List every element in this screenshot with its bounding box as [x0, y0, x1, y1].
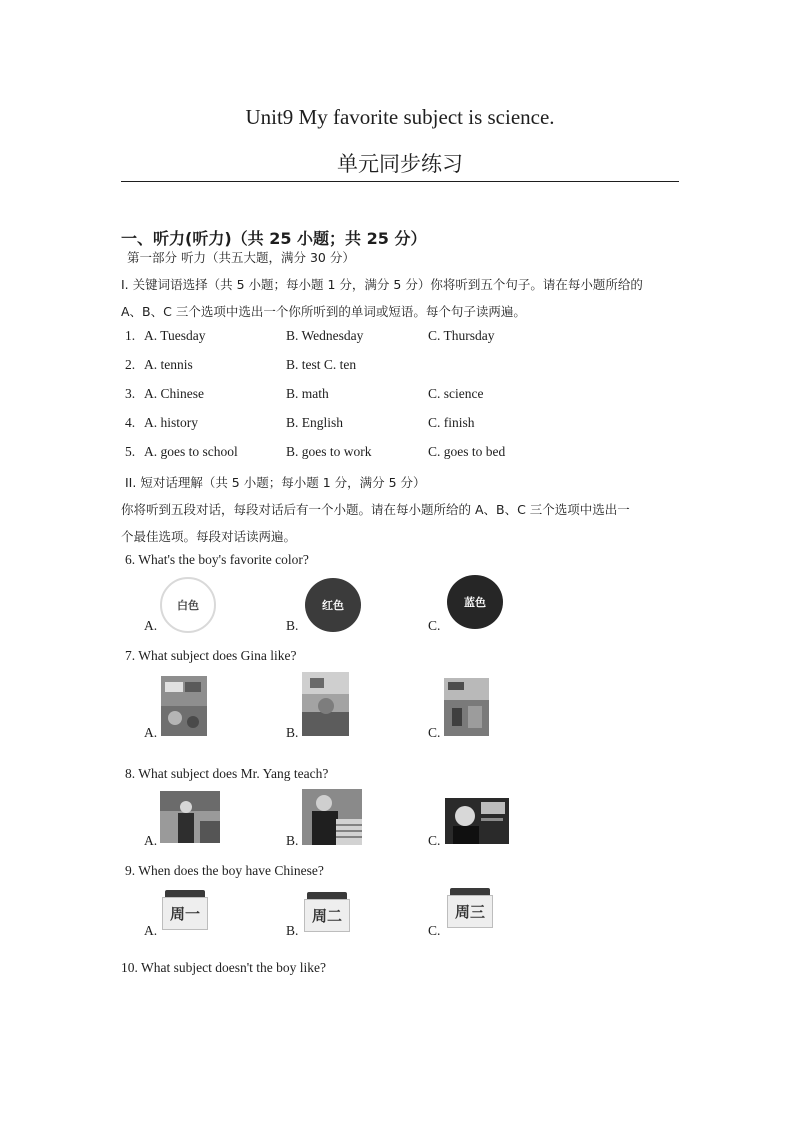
calendar-icon [447, 888, 493, 930]
part2-instruction-line2: 个最佳选项。每段对话读两遍。 [121, 529, 297, 544]
item-number: 3. [125, 386, 136, 401]
option-b: B. test C. ten [286, 357, 357, 372]
option-c: C. finish [428, 415, 475, 430]
section-heading: 一、听力(听力)（共 25 小题；共 25 分） [121, 229, 427, 248]
option-a: A. goes to school [144, 444, 238, 459]
white-color-circle-image: 白色 [160, 577, 216, 633]
textbook-cover-image [161, 676, 207, 736]
teacher-photo-image [445, 798, 509, 844]
item-number: 4. [125, 415, 136, 430]
question-8: 8. What subject does Mr. Yang teach? [125, 766, 329, 781]
item-number: 1. [125, 328, 136, 343]
option-b-label: B. [286, 725, 299, 740]
part1-instruction-line1: I. 关键词语选择（共 5 小题；每小题 1 分，满分 5 分）你将听到五个句子。请在每小题所给的 [121, 277, 643, 292]
calendar-icon [162, 890, 208, 932]
part2-heading: II. 短对话理解（共 5 小题；每小题 1 分，满分 5 分） [125, 475, 426, 490]
question-9: 9. When does the boy have Chinese? [125, 863, 324, 878]
textbook-cover-image [444, 678, 489, 736]
calendar-day-label: 周一 [162, 897, 208, 930]
option-a: A. tennis [144, 357, 193, 372]
option-b: B. math [286, 386, 329, 401]
part1-instruction-line2: A、B、C 三个选项中选出一个你所听到的单词或短语。每个句子读两遍。 [121, 304, 526, 319]
item-number: 2. [125, 357, 136, 372]
calendar-day-label: 周三 [447, 895, 493, 928]
page-subtitle: 单元同步练习 [337, 152, 463, 176]
part-line: 第一部分 听力（共五大题，满分 30 分） [127, 250, 355, 265]
title-divider [121, 181, 679, 182]
option-a: A. history [144, 415, 198, 430]
teacher-photo-image [302, 789, 362, 845]
page-title: Unit9 My favorite subject is science. [245, 105, 555, 129]
option-a-label: A. [144, 618, 158, 633]
red-color-circle-image: 红色 [305, 578, 361, 632]
calendar-day-label: 周二 [304, 899, 350, 932]
option-b: B. English [286, 415, 344, 430]
option-a-label: A. [144, 833, 158, 848]
item-number: 5. [125, 444, 136, 459]
question-7: 7. What subject does Gina like? [125, 648, 297, 663]
question-10: 10. What subject doesn't the boy like? [121, 960, 327, 975]
option-c: C. science [428, 386, 484, 401]
blue-color-circle-image: 蓝色 [447, 575, 503, 629]
option-b-label: B. [286, 923, 299, 938]
option-c-label: C. [428, 725, 441, 740]
calendar-icon [304, 892, 350, 934]
option-c-label: C. [428, 618, 441, 633]
option-a: A. Tuesday [144, 328, 206, 343]
option-a-label: A. [144, 725, 158, 740]
teacher-photo-image [160, 791, 220, 843]
textbook-cover-image [302, 672, 349, 736]
option-b: B. Wednesday [286, 328, 364, 343]
option-b-label: B. [286, 618, 299, 633]
option-a: A. Chinese [144, 386, 204, 401]
option-c: C. Thursday [428, 328, 495, 343]
option-c-label: C. [428, 923, 441, 938]
option-a-label: A. [144, 923, 158, 938]
question-6: 6. What's the boy's favorite color? [125, 552, 309, 567]
option-b-label: B. [286, 833, 299, 848]
option-c: C. goes to bed [428, 444, 506, 459]
option-c-label: C. [428, 833, 441, 848]
part2-instruction-line1: 你将听到五段对话，每段对话后有一个小题。请在每小题所给的 A、B、C 三个选项中选出一 [121, 502, 630, 517]
option-b: B. goes to work [286, 444, 372, 459]
